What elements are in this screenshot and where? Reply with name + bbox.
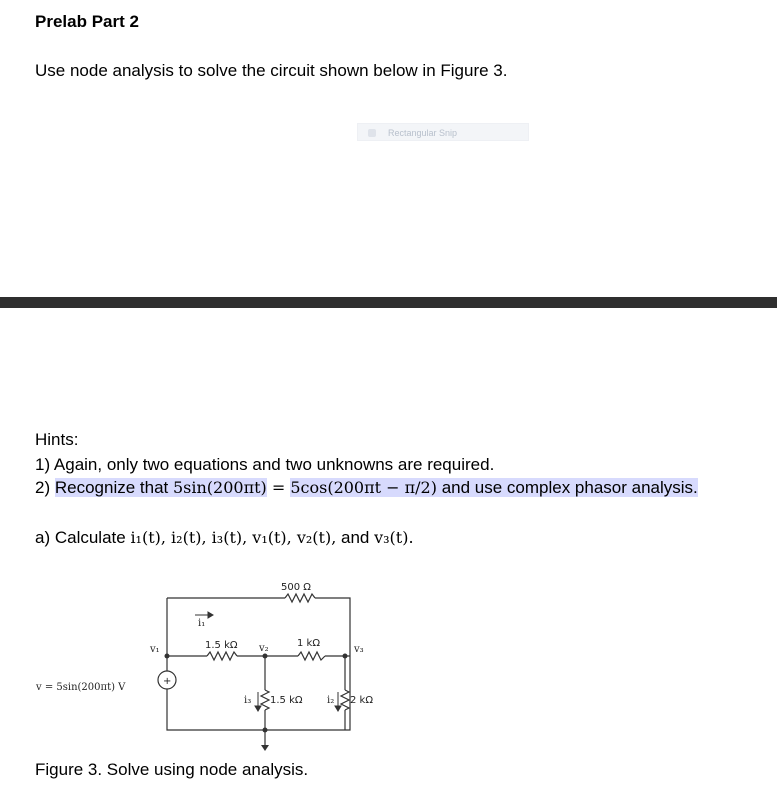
i3-arrow-head xyxy=(255,706,261,711)
hints-heading: Hints: xyxy=(35,430,79,449)
snip-icon xyxy=(368,129,376,137)
label-node-v2: v₂ xyxy=(259,643,269,654)
circuit-diagram xyxy=(0,560,777,760)
resistor-2k-shunt xyxy=(341,690,349,710)
page-divider xyxy=(0,297,777,308)
figure-caption: Figure 3. Solve using node analysis. xyxy=(35,760,309,779)
ground-arrow xyxy=(261,745,269,751)
label-2k-shunt: 2 kΩ xyxy=(350,695,373,706)
label-1k: 1 kΩ xyxy=(297,638,320,649)
i2-arrow-head xyxy=(335,706,341,711)
label-source: v = 5sin(200πt) V xyxy=(36,682,126,693)
node-v1-dot xyxy=(165,654,170,659)
label-1.5k-shunt: 1.5 kΩ xyxy=(270,695,303,706)
label-current-i3: i₃ xyxy=(244,695,252,706)
hint-1: 1) Again, only two equations and two unknowns are required. xyxy=(35,455,495,474)
node-ground-dot xyxy=(263,728,268,733)
intro-text: Use node analysis to solve the circuit shown below in Figure 3. xyxy=(35,61,508,80)
part-a-math-2: v₃(t). xyxy=(374,528,414,547)
rectangular-snip-overlay[interactable] xyxy=(357,123,529,141)
label-node-v3: v₃ xyxy=(354,644,364,655)
node-v3-dot xyxy=(343,654,348,659)
source-plus-sign: + xyxy=(163,676,172,687)
page-title: Prelab Part 2 xyxy=(35,12,139,31)
hint-2-math-2: 5cos(200πt − π/2) xyxy=(290,478,437,497)
hint-2-math-1: 5sin(200πt) xyxy=(172,478,267,497)
hint-2-highlight xyxy=(55,478,267,497)
resistor-1.5k-series xyxy=(207,652,237,660)
resistor-1.5k-shunt xyxy=(261,690,269,710)
hint-2 xyxy=(35,478,698,498)
label-node-v1: v₁ xyxy=(150,644,160,655)
resistor-500 xyxy=(285,594,315,602)
top-right-wire xyxy=(315,598,350,655)
part-a-and: and xyxy=(336,528,375,547)
part-a-math: i₁(t), i₂(t), i₃(t), v₁(t), v₂(t), xyxy=(130,528,337,547)
hint-2-equals: = xyxy=(266,478,291,497)
hint-2-number: 2) xyxy=(35,478,55,497)
hint-2-highlight-2 xyxy=(290,478,697,497)
label-current-i1: i₁ xyxy=(198,618,206,629)
i1-arrow-head xyxy=(208,612,213,618)
label-500-ohm: 500 Ω xyxy=(281,582,311,593)
snip-label: Rectangular Snip xyxy=(388,128,458,138)
part-a-question xyxy=(35,528,414,548)
label-1.5k-series: 1.5 kΩ xyxy=(205,640,238,651)
hint-2-text-1: Recognize that xyxy=(54,478,173,497)
resistor-1k xyxy=(298,652,325,660)
node-v2-dot xyxy=(263,654,268,659)
part-a-text: a) Calculate xyxy=(35,528,131,547)
label-current-i2: i₂ xyxy=(327,695,335,706)
hint-2-text-2: and use complex phasor analysis. xyxy=(436,478,698,497)
